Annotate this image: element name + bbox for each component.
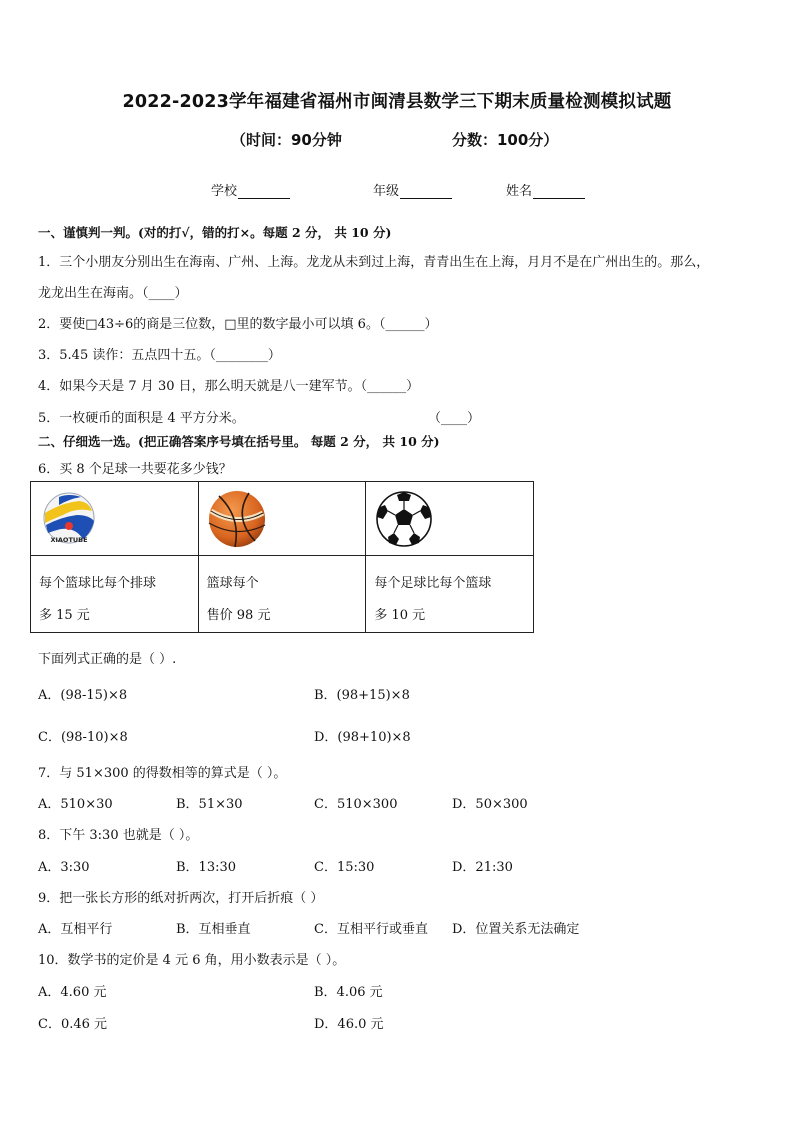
- soccer-text-cell: [366, 556, 534, 633]
- school-blank[interactable]: [238, 184, 290, 199]
- question-7-option-b[interactable]: B．51×30: [176, 797, 243, 812]
- grade-blank[interactable]: [400, 184, 452, 199]
- question-10-option-a[interactable]: A．4.60 元: [38, 985, 107, 1000]
- soccer-ball-cell: [366, 482, 534, 556]
- question-7-stem: 7．与 51×300 的得数相等的算式是（ ）。: [38, 766, 287, 781]
- soccer-line1: 每个足球比每个篮球: [374, 576, 492, 591]
- name-field: [506, 180, 585, 199]
- question-6-stem: 6．买 8 个足球一共要花多少钱？: [38, 462, 232, 477]
- volleyball-cell: [31, 482, 199, 556]
- question-7-option-c[interactable]: C．510×300: [314, 797, 398, 812]
- section2-heading: 二、仔细选一选。(把正确答案序号填在括号里。 每题 2 分， 共 10 分): [38, 434, 440, 449]
- volleyball-brand-text: XIAOTUBE: [50, 536, 88, 544]
- question-10-option-d[interactable]: D．46.0 元: [314, 1017, 384, 1032]
- question-5: 5．一枚硬币的面积是 4 平方分米。: [38, 411, 245, 426]
- question-10-stem: 10．数学书的定价是 4 元 6 角，用小数表示是（ ）。: [38, 953, 346, 968]
- section1-heading: 一、谨慎判一判。(对的打√，错的打×。每题 2 分， 共 10 分): [38, 225, 392, 240]
- question-9-option-d[interactable]: D．位置关系无法确定: [452, 922, 580, 937]
- question-9-option-b[interactable]: B．互相垂直: [176, 922, 251, 937]
- question-6-option-b[interactable]: B．(98+15)×8: [314, 688, 410, 703]
- soccer-ball-icon: [374, 489, 434, 549]
- basketball-line2: 售价 98 元: [206, 608, 271, 623]
- question-8-option-b[interactable]: B．13:30: [176, 860, 237, 875]
- question-9-option-a[interactable]: A．互相平行: [38, 922, 113, 937]
- question-2: 2．要使□43÷6的商是三位数，□里的数字最小可以填 6。（______）: [38, 317, 438, 332]
- grade-label: 年级: [373, 184, 400, 199]
- basketball-text-cell: [198, 556, 366, 633]
- price-table: [30, 481, 534, 633]
- question-3: 3．5.45 读作：五点四十五。（________）: [38, 348, 281, 363]
- question-10-option-b[interactable]: B．4.06 元: [314, 985, 383, 1000]
- basketball-cell: [198, 482, 366, 556]
- question-7-option-d[interactable]: D．50×300: [452, 797, 528, 812]
- volleyball-line1: 每个篮球比每个排球: [39, 576, 157, 591]
- name-blank[interactable]: [533, 184, 585, 199]
- question-6-option-c[interactable]: C．(98-10)×8: [38, 730, 128, 745]
- question-6-option-d[interactable]: D．(98+10)×8: [314, 730, 411, 745]
- question-5-blank: （____）: [428, 411, 481, 426]
- question-6-prompt: 下面列式正确的是（ ）.: [38, 652, 177, 667]
- question-4: 4．如果今天是 7 月 30 日，那么明天就是八一建军节。（______）: [38, 379, 420, 394]
- volleyball-text-cell: [31, 556, 199, 633]
- question-8-option-c[interactable]: C．15:30: [314, 860, 375, 875]
- question-9-option-c[interactable]: C．互相平行或垂直: [314, 922, 428, 937]
- question-7-option-a[interactable]: A．510×30: [38, 797, 113, 812]
- school-field: [211, 180, 290, 199]
- school-label: 学校: [211, 184, 238, 199]
- volleyball-line2: 多 15 元: [39, 608, 90, 623]
- name-label: 姓名: [506, 184, 533, 199]
- basketball-icon: [205, 487, 269, 551]
- page-title: 2022-2023学年福建省福州市闽清县数学三下期末质量检测模拟试题: [122, 92, 672, 112]
- exam-time: （时间：90分钟: [231, 131, 342, 149]
- question-10-option-c[interactable]: C．0.46 元: [38, 1017, 108, 1032]
- soccer-line2: 多 10 元: [374, 608, 426, 623]
- question-6-option-a[interactable]: A．(98-15)×8: [38, 688, 128, 703]
- question-8-option-a[interactable]: A．3:30: [38, 860, 90, 875]
- volleyball-icon: [39, 489, 99, 549]
- question-8-option-d[interactable]: D．21:30: [452, 860, 513, 875]
- grade-field: [373, 180, 452, 199]
- question-8-stem: 8．下午 3:30 也就是（ ）。: [38, 828, 199, 843]
- question-9-stem: 9．把一张长方形的纸对折两次，打开后折痕（ ）: [38, 891, 324, 906]
- question-1-line1: 1．三个小朋友分别出生在海南、广州、上海。龙龙从未到过上海，青青出生在上海，月月不是在广州出生的。那么，: [38, 255, 710, 270]
- exam-score: 分数：100分）: [452, 131, 559, 149]
- basketball-line1: 篮球每个: [206, 576, 259, 591]
- question-1-line2: 龙龙出生在海南。（____）: [38, 286, 188, 301]
